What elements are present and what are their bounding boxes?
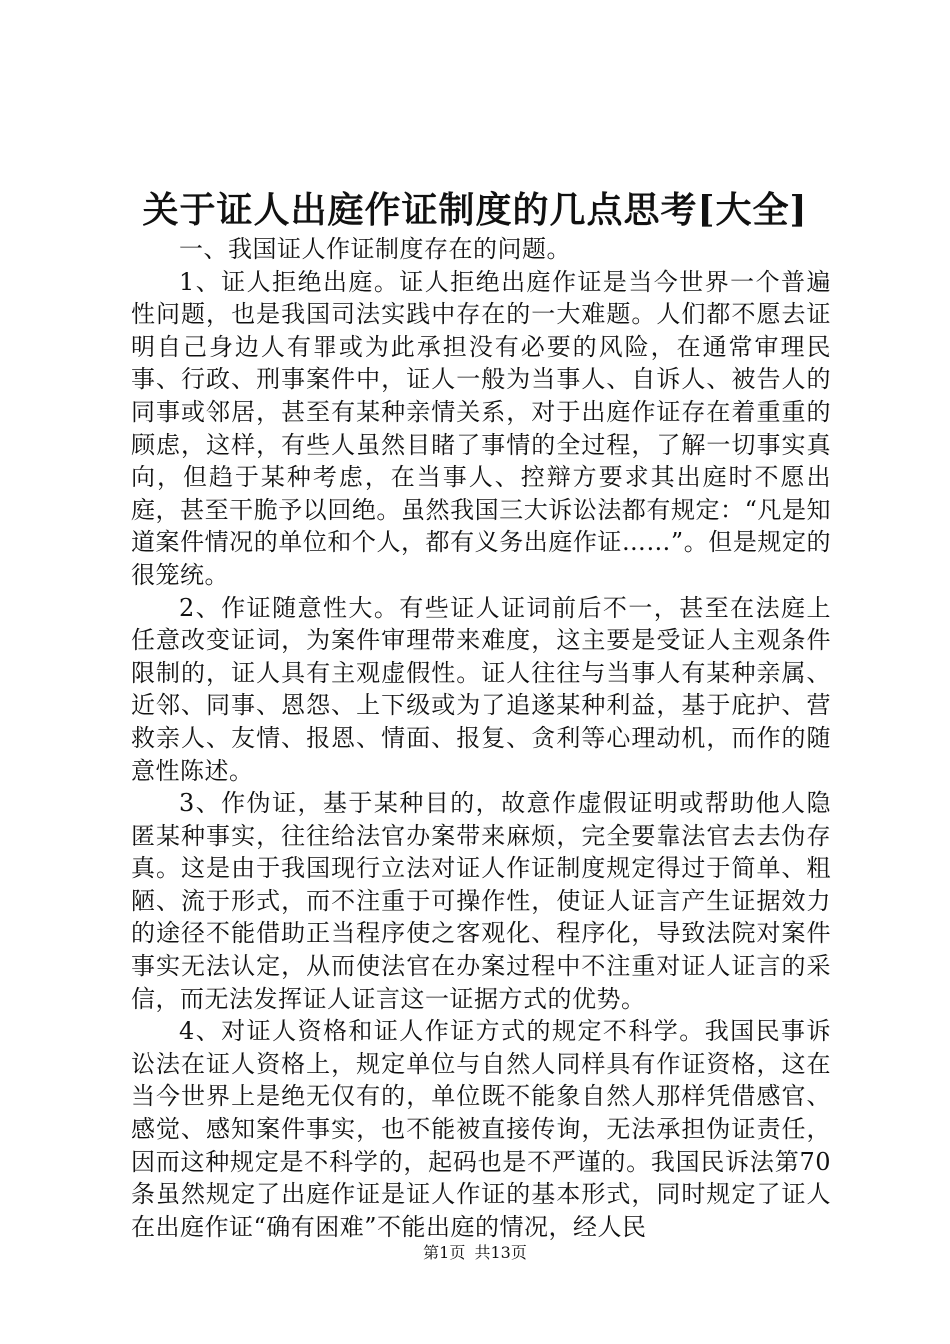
paragraph: 2、作证随意性大。有些证人证词前后不一，甚至在法庭上任意改变证词，为案件审理带来难度，这主要是受证人主观条件限制的，证人具有主观虚假性。证人往往与当事人有某种亲属、近邻、同事、恩怨、上下级或为了追遂某种利益，基于庇护、营救亲人、友情、报恩、情面、报复、贪利等心理动机，而作的随意性陈述。 [131,593,831,785]
document-title: 关于证人出庭作证制度的几点思考[大全] [142,189,808,231]
page-number: 第1页 [423,1243,466,1262]
page-total: 共13页 [474,1243,527,1262]
paragraph: 3、作伪证，基于某种目的，故意作虚假证明或帮助他人隐匿某种事实，往往给法官办案带来麻烦，完全要靠法官去去伪存真。这是由于我国现行立法对证人作证制度规定得过于简单、粗陋、流于形式，而不注重于可操作性，使证人证言产生证据效力的途径不能借助正当程序使之客观化、程序化，导致法院对案件事实无法认定，从而使法官在办案过程中不注重对证人证言的采信，而无法发挥证人证言这一证据方式的优势。 [131,789,831,1013]
paragraph: 4、对证人资格和证人作证方式的规定不科学。我国民事诉讼法在证人资格上，规定单位与自然人同样具有作证资格，这在当今世界上是绝无仅有的，单位既不能象自然人那样凭借感官、感觉、感知案件事实，也不能被直接传询，无法承担伪证责任，因而这种规定是不科学的，起码也是不严谨的。我国民诉法第70条虽然规定了出庭作证是证人作证的基本形式，同时规定了证人在出庭作证“确有困难”不能出庭的情况，经人民 [131,1017,831,1241]
paragraph: 一、我国证人作证制度存在的问题。 [179,235,571,263]
page-footer [0,1241,950,1265]
paragraph: 1、证人拒绝出庭。证人拒绝出庭作证是当今世界一个普遍性问题，也是我国司法实践中存在的一大难题。人们都不愿去证明自己身边人有罪或为此承担没有必要的风险，在通常审理民事、行政、刑事案件中，证人一般为当事人、自诉人、被告人的同事或邻居，甚至有某种亲情关系，对于出庭作证存在着重重的顾虑，这样，有些人虽然目睹了事情的全过程，了解一切事实真向，但趋于某种考虑，在当事人、控辩方要求其出庭时不愿出庭，甚至干脆予以回绝。虽然我国三大诉讼法都有规定：“凡是知道案件情况的单位和个人，都有义务出庭作证……”。但是规定的很笼统。 [131,267,831,589]
document-body [131,233,831,1243]
